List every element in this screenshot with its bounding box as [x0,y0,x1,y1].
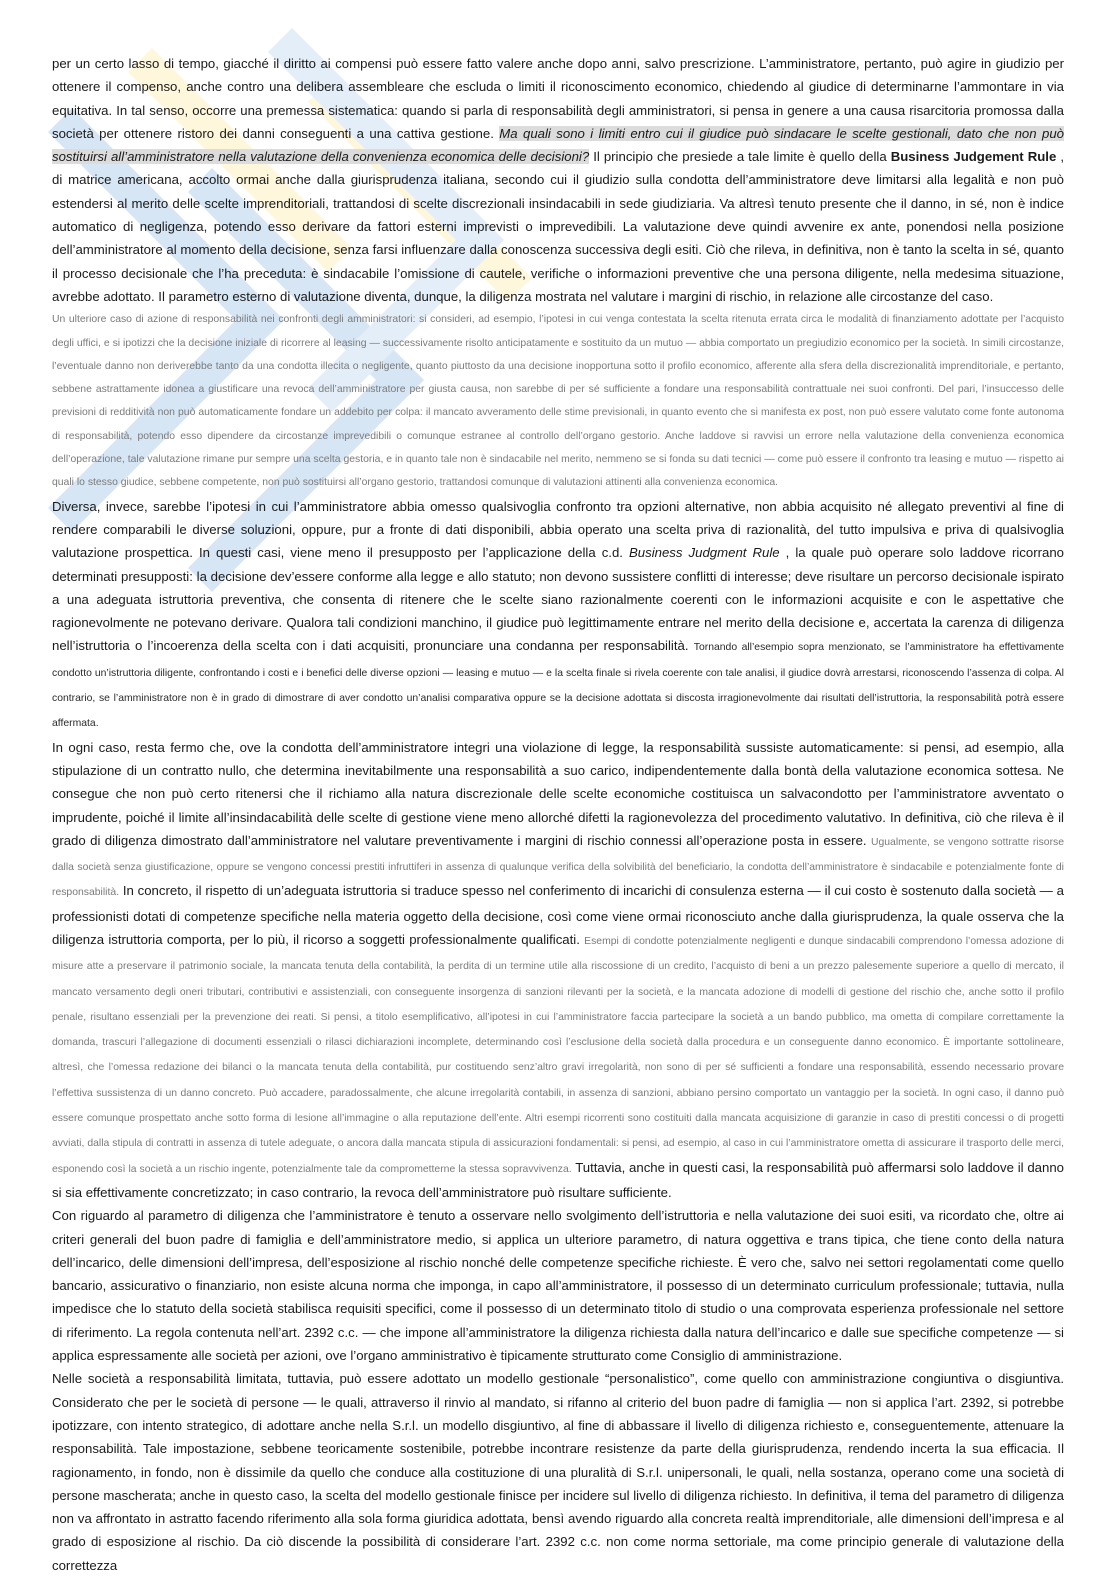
highlighted-question: Ma quali sono i limiti entro cui il giudice può sindacare le scelte gestionali, dato che non può sostituirsi all’amministratore nella valutazione della convenienza economica delle decisioni? [52,125,1064,165]
paragraph-1-text-c: , di matrice americana, accolto ormai anche dalla giurisprudenza italiana, secondo cui il giudizio sulla condotta dell’amministratore deve limitarsi alla legalità e non può estendersi al merito delle scelte imprenditoriali, trattandosi di scelte discrezionali insindacabili in sede giudiziaria. Va altresì tenuto presente che il danno, in sé, non è indice automatico di negligenza, potendo esso derivare da fattori esterni imprevisti o imprevedibili. La valutazione deve quindi avvenire ex ante, ponendosi nella posizione dell’amministratore al momento della decisione, senza farsi influenzare dalla conoscenza successiva degli esiti. Ciò che rileva, in definitiva, non è tanto la scelta in sé, quanto il processo decisionale che l’ha preceduta: è sindacabile l’omissione di cautele, verifiche o informazioni preventive che una persona diligente, nella medesima situazione, avrebbe adottato. Il parametro esterno di valutazione diventa, dunque, la diligenza mostrata nel valutare i margini di rischio, in relazione alle circostanze del caso. [52,149,1064,304]
paragraph-3 [52,495,1064,736]
paragraph-4-text-c: Tuttavia, anche in questi casi, la responsabilità può affermarsi solo laddove il danno si sia effettivamente concretizzato; in caso contrario, la revoca dell’amministratore può risultare sufficiente. [52,1159,1064,1200]
paragraph-4-small-a: Ugualmente, se vengono sottratte risorse dalla società senza giustificazione, oppure se vengono concessi prestiti infruttiferi in assenza di qualunque verifica della solvibilità del beneficiario, la condotta dell’amministratore è sindacabile e potenzialmente fonte di responsabilità. [52,836,1064,899]
paragraph-3-small-text: Tornando all’esempio sopra menzionato, se l’amministratore ha effettivamente condotto un’istruttoria diligente, confrontando i costi e i benefici delle diverse opzioni — leasing e mutuo — e la scelta finale si rivela coerente con tale analisi, il giudice dovrà arrestarsi, riconoscendo l’assenza di colpa. Al contrario, se l’amministratore non è in grado di dimostrare di aver condotto un’analisi comparativa oppure se la decisione adottata si discosta irragionevolmente dai risultati dell’istruttoria, la responsabilità potrà essere affermata. [52,642,1064,730]
paragraph-1-text-a: per un certo lasso di tempo, giacché il diritto ai compensi può essere fatto valere anche dopo anni, salvo prescrizione. L’amministratore, pertanto, può agire in giudizio per ottenere il compenso, anche contro una delibera assembleare che escluda o limiti il riconoscimento economico, chiedendo al giudice di determinarne l’ammontare in via equitativa. In tal senso, occorre una premessa sistematica: quando si parla di responsabilità degli amministratori, si pensa in genere a una causa risarcitoria promossa dalla società per ottenere ristoro dei danni conseguenti a una cattiva gestione. [52,56,1064,141]
paragraph-2-example: Un ulteriore caso di azione di responsabilità nei confronti degli amministratori: si consideri, ad esempio, l’ipotesi in cui venga contestata la scelta ritenuta errata circa le modalità di finanziamento adottate per l’acquisto degli uffici, e si ipotizzi che la decisione iniziale di ricorrere al leasing — successivamente risolto anticipatamente e sostituito da un mutuo — abbia comportato un pregiudizio economico per la società. In simili circostanze, l’eventuale danno non deriverebbe tanto da una condotta illecita o negligente, quanto piuttosto da una decisione inopportuna sotto il profilo economico, afferente alla sfera della discrezionalità imprenditoriale, e pertanto, sebbene astrattamente idonea a giustificare una revoca dell’amministratore per giusta causa, non sarebbe di per sé sufficiente a fondare una responsabilità contrattuale nei suoi confronti. Del pari, l’insuccesso delle previsioni di redditività non può automaticamente fondare un addebito per colpa: il mancato avveramento delle stime previsionali, in quanto evento che si manifesta ex post, non può essere valutato come fonte autonoma di responsabilità, potendo esso dipendere da circostanze imprevedibili o comunque estranee al controllo dell’organo gestorio. Anche laddove si ravvisi un errore nella valutazione della convenienza economica dell’operazione, tale valutazione rimane pur sempre una scelta gestoria, e in quanto tale non è sindacabile nel merito, nemmeno se si fonda su dati tecnici — come può essere il confronto tra leasing e mutuo — rispetto ai quali lo stesso giudice, sebbene competente, non può sostituirsi all’organo gestorio, trattandosi comunque di valutazioni attinenti alla convenienza economica. [52,314,1064,489]
paragraph-4-text-b: In concreto, il rispetto di un’adeguata istruttoria si traduce spesso nel conferimento di incarichi di consulenza esterna — il cui costo è sostenuto dalla società — a professionisti dotati di competenze specifiche nella materia oggetto della decisione, così come viene ormai riconosciuto anche dalla giurisprudenza, la quale osserva che la diligenza istruttoria comporta, per lo più, il ricorso a soggetti professionalmente qualificati. [52,883,1064,947]
paragraph-4-small-b: Esempi di condotte potenzialmente negligenti e dunque sindacabili comprendono l’omessa adozione di misure atte a preservare il patrimonio sociale, la mancata tenuta della contabilità, la perdita di un termine utile alla riscossione di un credito, l’acquisto di beni a un prezzo palesemente superiore a quello di mercato, il mancato versamento degli oneri tributari, contributivi e assistenziali, con conseguente insorgenza di sanzioni rilevanti per la società, e la mancata adozione di modelli di gestione del rischio che, anche sotto il profilo penale, risultano essenziali per la prevenzione dei reati. Si pensi, a titolo esemplificativo, all’ipotesi in cui l’amministratore faccia partecipare la società a un bando pubblico, ma ometta di compilare correttamente la domanda, trascuri l’allegazione di documenti essenziali o rilasci dichiarazioni incomplete, determinando così l’esclusione della società dalla procedura e un conseguente danno economico. È importante sottolineare, altresì, che l’omessa redazione dei bilanci o la mancata tenuta della contabilità, pur costituendo senz’altro gravi irregolarità, non sono di per sé sufficienti a fondare una responsabilità, essendo necessario provare l’effettiva sussistenza di un danno concreto. Può accadere, paradossalmente, che alcune irregolarità contabili, in assenza di sanzioni, abbiano persino comportato un vantaggio per la società. In ogni caso, il danno può essere comunque prospettato anche sotto forma di lesione all’immagine o alla reputazione dell’ente. Altri esempi ricorrenti sono costituiti dalla mancata acquisizione di garanzie in caso di prestiti concessi o di progetti avviati, dalla stipula di contratti in assenza di tutele adeguate, o ancora dalla mancata stipula di assicurazioni fondamentali: si pensi, ad esempio, al caso in cui l’amministratore ometta di assicurare il trasporto delle merci, esponendo così la società a un rischio ingente, potenzialmente tale da comprometterne la stessa sopravvivenza. [52,935,1064,1175]
paragraph-1-text-b: Il principio che presiede a tale limite è quello della [593,149,891,165]
paragraph-4 [52,736,1064,1205]
paragraph-3-text-a: Diversa, invece, sarebbe l’ipotesi in cui l’amministratore abbia omesso qualsivoglia confronto tra opzioni alternative, non abbia acquisito né allegato preventivi al fine di rendere comparabili le diverse soluzioni, oppure, pur a fronte di dati disponibili, abbia operato una scelta priva di razionalità, del tutto impulsiva e priva di qualsivoglia valutazione prospettica. In questi casi, viene meno il presupposto per l’applicazione della c.d. [52,498,1064,561]
paragraph-4-text-a: In ogni caso, resta fermo che, ove la condotta dell’amministratore integri una violazione di legge, la responsabilità sussiste automaticamente: si pensi, ad esempio, alla stipulazione di un contratto nullo, che determina inevitabilmente una responsabilità a suo carico, indipendentemente dalla bontà della valutazione economica sottesa. Ne consegue che non può certo ritenersi che il richiamo alla natura discrezionale delle scelte economiche costituisca un salvacondotto per l’amministratore avventato o imprudente, poiché il limite all’insindacabilità delle scelte di gestione viene meno allorché difetti la ragionevolezza del procedimento valutativo. In definitiva, ciò che rileva è il grado di diligenza dimostrato dall’amministratore nel valutare preventivamente i margini di rischio connessi all’operazione posta in essere. [52,739,1064,848]
document-page [52,52,1064,1577]
paragraph-6: Nelle società a responsabilità limitata, tuttavia, può essere adottato un modello gestionale “personalistico”, come quello con amministrazione congiuntiva o disgiuntiva. Considerato che per le società di persone — le quali, attraverso il rinvio al mandato, si rifanno al criterio del buon padre di famiglia — non si applica l’art. 2392, si potrebbe ipotizzare, con intento strategico, di adottare anche nella S.r.l. un modello disgiuntivo, al fine di abbassare il livello di diligenza richiesto e, conseguentemente, attenuare la responsabilità. Tale impostazione, sebbene teoricamente sostenibile, potrebbe incontrare resistenze da parte della giurisprudenza, rendendo incerta la sua efficacia. Il ragionamento, in fondo, non è dissimile da quello che conduce alla costituzione di una pluralità di S.r.l. unipersonali, le quali, nella sostanza, operano come una società di persone mascherata; anche in questo caso, la scelta del modello gestionale finisce per incidere sul livello di diligenza richiesto. In definitiva, il tema del parametro di diligenza non va affrontato in astratto facendo riferimento alla sola forma giuridica adottata, bensì avendo riguardo alla concreta realtà imprenditoriale, alle dimensioni dell’impresa e al grado di esposizione al rischio. Da ciò discende la possibilità di considerare l’art. 2392 c.c. non come norma settoriale, ma come principio generale di valutazione della correttezza [52,1371,1064,1573]
business-judgement-rule-term: Business Judgement Rule [890,149,1057,165]
paragraph-3-text-b: , la quale può operare solo laddove ricorrano determinati presupposti: la decisione dev’essere conforme alla legge e allo statuto; non devono sussistere conflitti di interesse; deve risultare un percorso decisionale ispirato a una adeguata istruttoria preventiva, che consenta di ritenere che le scelte siano razionalmente coerenti con le informazioni acquisite e con le aspettative che ragionevolmente ne potevano derivare. Qualora tali condizioni manchino, il giudice può legittimamente entrare nel merito della decisione e, accertata la carenza di diligenza nell’istruttoria o l’incoerenza della scelta con i dati acquisiti, pronunciare una condanna per responsabilità. [52,545,1064,654]
paragraph-1 [52,52,1064,308]
business-judgment-rule-italic: Business Judgment Rule [628,545,780,561]
paragraph-5: Con riguardo al parametro di diligenza che l’amministratore è tenuto a osservare nello svolgimento dell’istruttoria e nella valutazione dei suoi esiti, va ricordato che, oltre ai criteri generali del buon padre di famiglia e dell’amministratore medio, si applica un ulteriore parametro, di natura oggettiva e trans tipica, che tiene conto della natura dell’incarico, delle dimensioni dell’impresa, dell’esposizione al rischio nonché delle competenze specifiche richieste. È vero che, salvo nei settori regolamentati come quello bancario, assicurativo o finanziario, non esiste alcuna norma che imponga, in capo all’amministratore, il possesso di un determinato curriculum professionale; tuttavia, nulla impedisce che lo statuto della società stabilisca requisiti specifici, come il possesso di un determinato titolo di studio o una comprovata esperienza professionale nel settore di riferimento. La regola contenuta nell’art. 2392 c.c. — che impone all’amministratore la diligenza richiesta dalla natura dell’incarico e dalle sue specifiche competenze — si applica espressamente alle società per azioni, ove l’organo amministrativo è tipicamente strutturato come Consiglio di amministrazione. [52,1208,1064,1364]
